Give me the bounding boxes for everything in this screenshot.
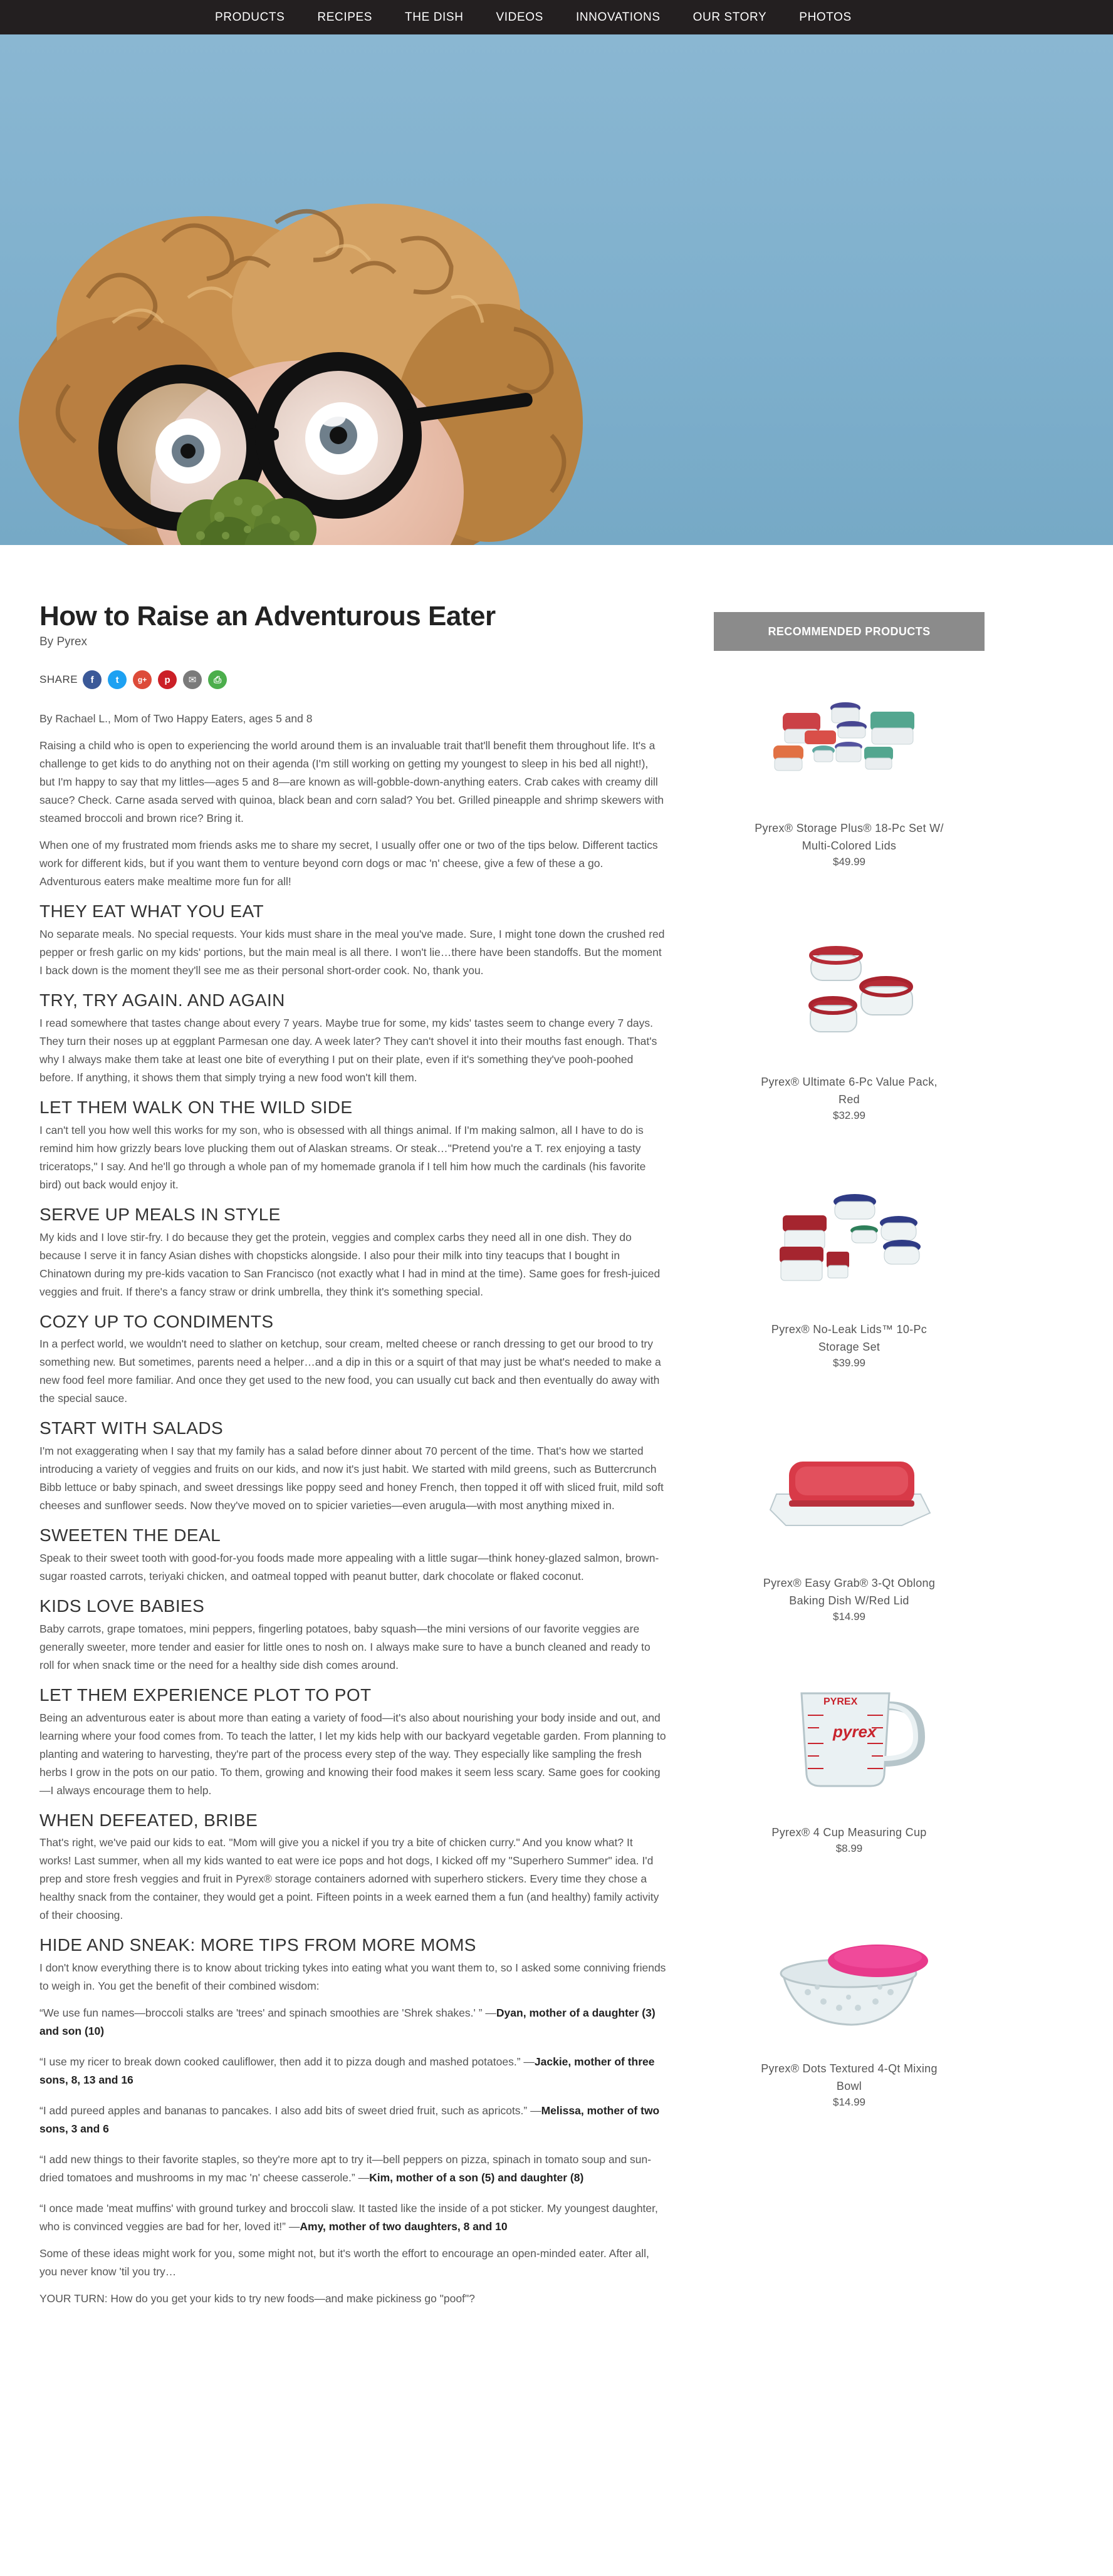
svg-text:PYREX: PYREX [823,1696,858,1707]
googleplus-icon: g+ [137,675,147,685]
quote-attribution: Jackie, mother of three sons, 8, 13 and 16 [39,2055,655,2087]
share-label: SHARE [39,673,78,686]
product-card [714,1917,985,2110]
product-name[interactable]: Pyrex® No-Leak Lids™ 10-Pc Storage Set [771,1323,927,1353]
facebook-share-button[interactable] [83,670,102,689]
article [39,601,666,2308]
section-body: Speak to their sweet tooth with good-for-you foods made more appealing with a little sugar—think honey-glazed salmon, brown-sugar roasted carrots, teriyaki chicken, and oatmeal topped with peanut butter, dark chocolate or flaked coconut. [39,1551,659,1582]
section-heading: KIDS LOVE BABIES [39,1596,205,1616]
envelope-icon: ✉ [188,675,197,686]
nav-item-photos[interactable]: PHOTOS [799,10,852,24]
section-body: That's right, we've paid our kids to eat. "Mom will give you a nickel if you try a bite of chicken curry." And you know what? It works! Last summer, when all my kids wanted to eat were ice pops and hot dogs, I kicked off my "Superhero Summer" idea. I'd prep and store fresh veggies and fruit in Pyrex® storage containers adorned with superhero stickers. Every time they chose a healthy snack from the container, they would get a point. Fifteen points in a week earned them a fun (and healthy) family activity of their choosing. [39,1836,659,1922]
product-name[interactable]: Pyrex® Storage Plus® 18-Pc Set W/ Multi-Colored Lids [755,822,944,852]
section-heading: LET THEM WALK ON THE WILD SIDE [39,1097,353,1117]
section-body: Baby carrots, grape tomatoes, mini peppers, fingerling potatoes, baby squash—the mini versions of our favorite veggies are generally sweeter, more tender and easier for little ones to nosh on. I always make sure to have a bunch cleaned and ready to roll for when snack time or the need for a healthy side dish comes around. [39,1622,651,1671]
mixing-bowl-image [714,1917,985,2042]
product-card [714,677,985,870]
share-bar [39,670,666,689]
product-card [714,1178,985,1371]
facebook-icon: f [90,674,94,685]
email-share-button[interactable] [183,670,202,689]
storage-set-image [714,677,985,802]
section-heading: SWEETEN THE DEAL [39,1525,221,1545]
quote-attribution: Dyan, mother of a daughter (3) and son (10) [39,2007,656,2038]
section-body: I can't tell you how well this works for my son, who is obsessed with all things animal. If I'm making salmon, all I have to do is remind him how grizzly bears love plucking them out of Alaskan streams. Or steak…"Pretend you're a T. rex enjoying a tasty triceratops," I say. And he'll go through a whole pan of my homemade granola if I tell him how much the cardinals (his favorite bird) out back would enjoy it. [39,1123,646,1191]
nav-item-products[interactable]: PRODUCTS [215,10,285,24]
section-body: I'm not exaggerating when I say that my family has a salad before dinner about 70 percent of the time. That's how we started introducing a variety of veggies and fruits on our kids, and now it's just habit. We started with mild greens, such as Buttercrunch Bibb lettuce or baby spinach, and sweet dressings like poppy seed and honey French, then topped it off with sliced fruit, mild soft cheeses and sunflower seeds. Now they've moved on to spicier varieties—even arugula—with most anything mixed in. [39,1445,664,1512]
mom-quote [39,2053,666,2089]
mom-quote [39,2151,666,2187]
pinterest-share-button[interactable] [158,670,177,689]
ultimate-red-set-image [714,930,985,1056]
section-heading: LET THEM EXPERIENCE PLOT TO POT [39,1685,372,1705]
printer-icon: ⎙ [214,674,222,685]
product-image[interactable] [714,1178,985,1303]
section-body: My kids and I love stir-fry. I do because they get the protein, veggies and complex carbs they need all in one dish. They do because I serve it in fancy Asian dishes with chopsticks alongside. I also pour their milk into tiny teacups that I bought in Chinatown during my pre-kids vacation to San Francisco (not exactly what I had in mind at the time). Same goes for fresh-juiced veggies and fruit. If there's a fancy straw or drink umbrella, they think it's something special. [39,1230,661,1298]
section-heading: START WITH SALADS [39,1418,224,1438]
top-navigation [0,0,1113,34]
page-title: How to Raise an Adventurous Eater [39,601,496,631]
section-heading: HIDE AND SNEAK: MORE TIPS FROM MORE MOMS [39,1935,476,1955]
twitter-share-button[interactable] [108,670,127,689]
product-name[interactable]: Pyrex® Easy Grab® 3-Qt Oblong Baking Dish W/Red Lid [763,1577,936,1607]
product-price: $14.99 [833,1611,865,1623]
product-image[interactable] [714,677,985,802]
product-price: $32.99 [833,1109,865,1121]
product-image[interactable] [714,930,985,1056]
quote-text: “We use fun names—broccoli stalks are 'trees' and spinach smoothies are 'Shrek shakes.' ” — [39,2007,496,2020]
pinterest-icon: p [164,674,170,685]
product-name[interactable]: Pyrex® 4 Cup Measuring Cup [771,1826,927,1839]
nav-item-innovations[interactable]: INNOVATIONS [575,10,661,24]
nav-item-the-dish[interactable]: THE DISH [405,10,464,24]
recommended-products-header: RECOMMENDED PRODUCTS [714,612,985,651]
product-image[interactable] [714,1681,985,1806]
product-card [714,1681,985,1856]
section-heading: COZY UP TO CONDIMENTS [39,1311,274,1331]
your-turn-prompt: YOUR TURN: How do you get your kids to try new foods—and make pickiness go "poof"? [39,2292,475,2305]
section-body: I don't know everything there is to know about tricking tykes into eating what you want them to, so I asked some conniving friends to weigh in. You get the benefit of their combined wisdom: [39,1961,666,1993]
closing-paragraph: Some of these ideas might work for you, some might not, but it's worth the effort to encourage an open-minded eater. After all, you never know 'til you try… [39,2247,649,2278]
quote-text: “I add new things to their favorite staples, so they're more apt to try it—bell peppers on pizza, spinach in tomato soup and sun-dried tomatoes and mushrooms in my mac 'n' cheese casserole.” — [39,2153,652,2184]
product-card [714,930,985,1123]
product-image[interactable] [714,1431,985,1557]
section-body: No separate meals. No special requests. Your kids must share in the meal you've made. Sure, I might tone down the crushed red pepper or fresh garlic on my kids' portions, but the main meal is all there. I won't lie…there have been standoffs. But the moment I back down is the moment they'll see me as their personal short-order cook. No, thank you. [39,928,665,977]
no-leak-lids-image [714,1178,985,1303]
product-price: $8.99 [835,1842,863,1854]
mom-quote [39,2102,666,2138]
section-heading: THEY EAT WHAT YOU EAT [39,901,264,922]
section-body: In a perfect world, we wouldn't need to slather on ketchup, sour cream, melted cheese or ranch dressing to get our brood to try something new. But sometimes, parents need a helper…and a dip in this or a squirt of that may just be what's needed to make a new food feel more familiar. And once they get used to the new food, you can usually cut back and then eventually do away with the special sauce. [39,1337,661,1405]
quote-attribution: Amy, mother of two daughters, 8 and 10 [300,2220,508,2233]
baking-dish-image [714,1431,985,1557]
intro-paragraph: Raising a child who is open to experiencing the world around them is an invaluable trait that'll benefit them throughout life. It's a challenge to get kids to do anything not on their agenda (I'm still working on getting my youngest to sleep in his bed all night!), but I'm happy to say that my littles—ages 5 and 8—are known as will-gobble-down-anything eaters. Crab cakes with creamy dill sauce? Check. Carne asada served with quinoa, black bean and corn salad? You bet. Grilled pineapple and shrimp skewers with steamed broccoli and brown rice? Bring it. [39,739,664,825]
product-card [714,1431,985,1624]
quote-attribution: Kim, mother of a son (5) and daughter (8) [369,2171,584,2184]
byline: By Pyrex [39,635,88,649]
mom-quote [39,2199,666,2236]
section-heading: TRY, TRY AGAIN. AND AGAIN [39,990,285,1010]
hero-child-illustration [0,34,1113,545]
product-image[interactable] [714,1917,985,2042]
nav-item-videos[interactable]: VIDEOS [496,10,543,24]
product-price: $49.99 [833,856,865,868]
section-body: Being an adventurous eater is about more than eating a variety of food—it's also about nourishing your body inside and out, and learning where your food comes from. To teach the latter, I let my kids help with our backyard vegetable garden. From planning to planting and watering to harvesting, they're part of the process every step of the way. They especially like sampling the fresh herbs I grow in the pots on our patio. To them, growing and knowing their food makes it seem less scary. Same goes for cooking—I always encourage them to help. [39,1711,666,1797]
nav-item-recipes[interactable]: RECIPES [317,10,373,24]
product-name[interactable]: Pyrex® Ultimate 6-Pc Value Pack, Red [761,1076,938,1106]
quote-attribution: Melissa, mother of two sons, 3 and 6 [39,2104,660,2136]
nav-menu [215,0,884,34]
googleplus-share-button[interactable] [133,670,152,689]
section-heading: WHEN DEFEATED, BRIBE [39,1810,258,1830]
twitter-icon: t [115,674,119,685]
product-name[interactable]: Pyrex® Dots Textured 4-Qt Mixing Bowl [761,2062,938,2092]
quote-text: “I use my ricer to break down cooked cauliflower, then add it to pizza dough and mashed potatoes.” — [39,2055,535,2069]
section-heading: SERVE UP MEALS IN STYLE [39,1204,281,1224]
product-price: $14.99 [833,2096,865,2108]
author-line: By Rachael L., Mom of Two Happy Eaters, ages 5 and 8 [39,712,313,725]
hero-image [0,34,1113,545]
section-body: I read somewhere that tastes change about every 7 years. Maybe true for some, my kids' tastes seem to change every 7 days. They turn their noses up at eggplant Parmesan one day. A week later? They can't shovel it into their mouths fast enough. That's why I always make them take at least one bite of everything I put on their plate, even if it's something they've pooh-poohed before. If anything, it shows them that simply trying a new food won't kill them. [39,1016,657,1084]
print-button[interactable] [208,670,227,689]
product-price: $39.99 [833,1357,865,1369]
nav-item-our-story[interactable]: OUR STORY [692,10,767,24]
measuring-cup-image [714,1681,985,1806]
quote-text: “I once made 'meat muffins' with ground turkey and broccoli slaw. It tasted like the inside of a pot sticker. My youngest daughter, who is convinced veggies are bad for her, loved it!” — [39,2202,658,2233]
quote-text: “I add pureed apples and bananas to pancakes. I also add bits of sweet dried fruit, such as apricots.” — [39,2104,541,2117]
mom-quote [39,2004,666,2040]
svg-text:pyrex: pyrex [833,1722,877,1741]
intro-paragraph: When one of my frustrated mom friends asks me to share my secret, I usually offer one or two of the tips below. Different tactics work for different kids, but if you want them to venture beyond corn dogs or mac 'n' cheese, give a few of these a go. Adventurous eaters make mealtime more fun for all! [39,839,658,888]
